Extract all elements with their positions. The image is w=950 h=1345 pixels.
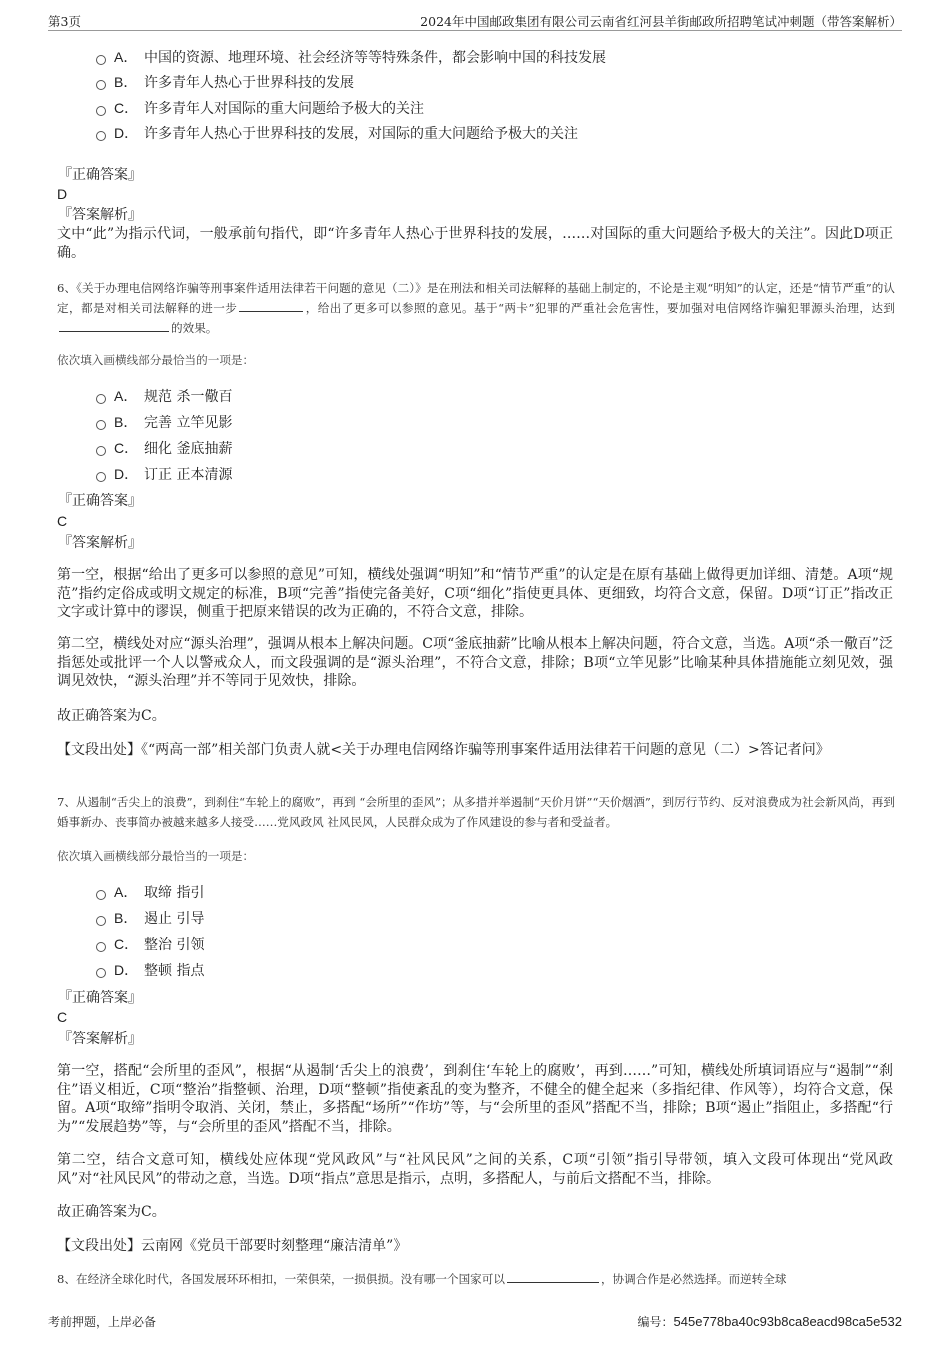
q6-option-a[interactable]: A． 规范 杀一儆百 bbox=[96, 386, 232, 406]
q7-option-b[interactable]: B． 遏止 引导 bbox=[96, 908, 204, 928]
radio-icon[interactable] bbox=[96, 890, 106, 900]
radio-icon[interactable] bbox=[96, 472, 106, 482]
analysis-paragraph: 第二空，横线处对应“源头治理”，强调从根本上解决问题。C项“釜底抽薪”比喻从根本上解决问题，符合文意，当选。A项“杀一儆百”泛指惩处或批评一个人以警戒众人，而文段强调的是“源头治理”，不符合文意，排除；B项“立竿见影”比喻某种具体措施能立刻见效，强调见效快，“源头治理”并不等同于见效快，排除。 bbox=[57, 636, 893, 689]
source-citation: 【文段出处】《“两高一部”相关部门负责人就<关于办理电信网络诈骗等刑事案件适用法律若干问题的意见（二）>答记者问》 bbox=[57, 742, 830, 758]
page-footer bbox=[48, 1313, 902, 1331]
radio-icon[interactable] bbox=[96, 80, 106, 90]
radio-icon[interactable] bbox=[96, 131, 106, 141]
answer-value: D bbox=[57, 186, 68, 202]
blank-line bbox=[507, 1270, 599, 1283]
q5-option-c[interactable]: C． 许多青年人对国际的重大问题给予极大的关注 bbox=[96, 98, 424, 118]
answer-label: 『正确答案』 bbox=[58, 493, 142, 509]
analysis-conclusion: 故正确答案为C。 bbox=[57, 708, 166, 724]
q7-option-a[interactable]: A． 取缔 指引 bbox=[96, 882, 204, 902]
q5-option-d[interactable]: D． 许多青年人热心于世界科技的发展，对国际的重大问题给予极大的关注 bbox=[96, 123, 578, 143]
q5-option-b[interactable]: B． 许多青年人热心于世界科技的发展 bbox=[96, 72, 354, 92]
q7-option-c[interactable]: C． 整治 引领 bbox=[96, 934, 204, 954]
radio-icon[interactable] bbox=[96, 916, 106, 926]
analysis-paragraph: 第一空，根据“给出了更多可以参照的意见”可知，横线处强调“明知”和“情节严重”的认定是在原有基础上做得更加详细、清楚。A项“规范”指约定俗成或明文规定的标准，B项“完善”指使完备美好，C项“细化”指使更具体、更细致，均符合文意，保留。D项“订正”指改正文字或计算中的谬误，侧重于把原来错误的改为正确的，不符合文意，排除。 bbox=[57, 567, 893, 620]
analysis-label: 『答案解析』 bbox=[58, 1031, 142, 1047]
analysis-paragraph: 第二空，结合文意可知，横线处应体现“党风政风”与“社风民风”之间的关系，C项“引领”指引导带领，填入文段可体现出“党风政风”对“社风民风”的带动之意，当选。D项“指点”意思是指示，点明，多搭配人，与前后文搭配不当，排除。 bbox=[57, 1152, 893, 1187]
radio-icon[interactable] bbox=[96, 420, 106, 430]
radio-icon[interactable] bbox=[96, 968, 106, 978]
document-code: 编号：545e778ba40c93b8ca8eacd98ca5e532 bbox=[637, 1314, 902, 1329]
radio-icon[interactable] bbox=[96, 394, 106, 404]
q6-option-d[interactable]: D． 订正 正本清源 bbox=[96, 464, 232, 484]
answer-label: 『正确答案』 bbox=[58, 990, 142, 1006]
analysis-label: 『答案解析』 bbox=[58, 207, 142, 223]
radio-icon[interactable] bbox=[96, 55, 106, 65]
question-8-stem: 8、在经济全球化时代，各国发展环环相扣，一荣俱荣，一损俱损。没有哪一个国家可以 ，协调合作是必然选择。而逆转全球 bbox=[57, 1272, 787, 1286]
page-number: 第3页 bbox=[48, 14, 81, 29]
q6-option-b[interactable]: B． 完善 立竿见影 bbox=[96, 412, 232, 432]
q7-option-d[interactable]: D． 整顿 指点 bbox=[96, 960, 204, 980]
analysis-text: 文中“此”为指示代词，一般承前句指代，即“许多青年人热心于世界科技的发展，……对国际的重大问题给予极大的关注”。因此D项正确。 bbox=[57, 226, 893, 261]
page-header bbox=[48, 8, 902, 31]
document-title: 2024年中国邮政集团有限公司云南省红河县羊街邮政所招聘笔试冲刺题（带答案解析） bbox=[420, 14, 902, 29]
analysis-paragraph: 第一空，搭配“会所里的歪风”，根据“从遏制‘舌尖上的浪费’，到刹住‘车轮上的腐败’，再到……”可知，横线处所填词语应与“遏制”“刹住”语义相近，C项“整治”指整顿、治理，D项“整顿”指使紊乱的变为整齐，不健全的健全起来（多指纪律、作风等），均符合文意，保留。A项“取缔”指明令取消、关闭，禁止，多搭配“场所”“作坊”等，与“会所里的歪风”搭配不当，排除；B项“遏止”指阻止，多搭配“行为”“发展趋势”等，与“会所里的歪风”搭配不当，排除。 bbox=[57, 1063, 893, 1135]
answer-value: C bbox=[57, 513, 68, 529]
radio-icon[interactable] bbox=[96, 106, 106, 116]
radio-icon[interactable] bbox=[96, 942, 106, 952]
analysis-conclusion: 故正确答案为C。 bbox=[57, 1204, 166, 1220]
footer-slogan: 考前押题，上岸必备 bbox=[48, 1315, 157, 1329]
blank-line bbox=[59, 319, 169, 332]
analysis-label: 『答案解析』 bbox=[58, 535, 142, 551]
source-citation: 【文段出处】云南网《党员干部要时刻整理“廉洁清单”》 bbox=[57, 1238, 408, 1254]
fill-prompt: 依次填入画横线部分最恰当的一项是： bbox=[57, 849, 255, 863]
question-6-stem: 6、《关于办理电信网络诈骗等刑事案件适用法律若干问题的意见（二）》是在刑法和相关司法解释的基础上制定的，不论是主观“明知”的认定，还是“情节严重”的认定，都是对相关司法解释的进一步 ，给出了更多可以参照的意见。基于“两卡”犯罪的严重社会危害性，要加强对电信网络诈骗犯罪源头治理，达到的效果。 bbox=[57, 281, 895, 335]
answer-value: C bbox=[57, 1009, 68, 1025]
blank-line bbox=[239, 299, 303, 312]
fill-prompt: 依次填入画横线部分最恰当的一项是： bbox=[57, 353, 255, 367]
radio-icon[interactable] bbox=[96, 446, 106, 456]
answer-label: 『正确答案』 bbox=[58, 167, 142, 183]
q5-option-a[interactable]: A． 中国的资源、地理环境、社会经济等等特殊条件，都会影响中国的科技发展 bbox=[96, 47, 606, 67]
q6-option-c[interactable]: C． 细化 釜底抽薪 bbox=[96, 438, 232, 458]
question-7-stem: 7、从遏制“舌尖上的浪费”，到刹住“车轮上的腐败”，再到 “会所里的歪风”；从多措并举遏制“天价月饼”“天价烟酒”，到厉行节约、反对浪费成为社会新风尚，再到婚事新办、丧事简办被越来越多人接受……党风政风 社风民风，人民群众成为了作风建设的参与者和受益者。 bbox=[57, 795, 895, 829]
